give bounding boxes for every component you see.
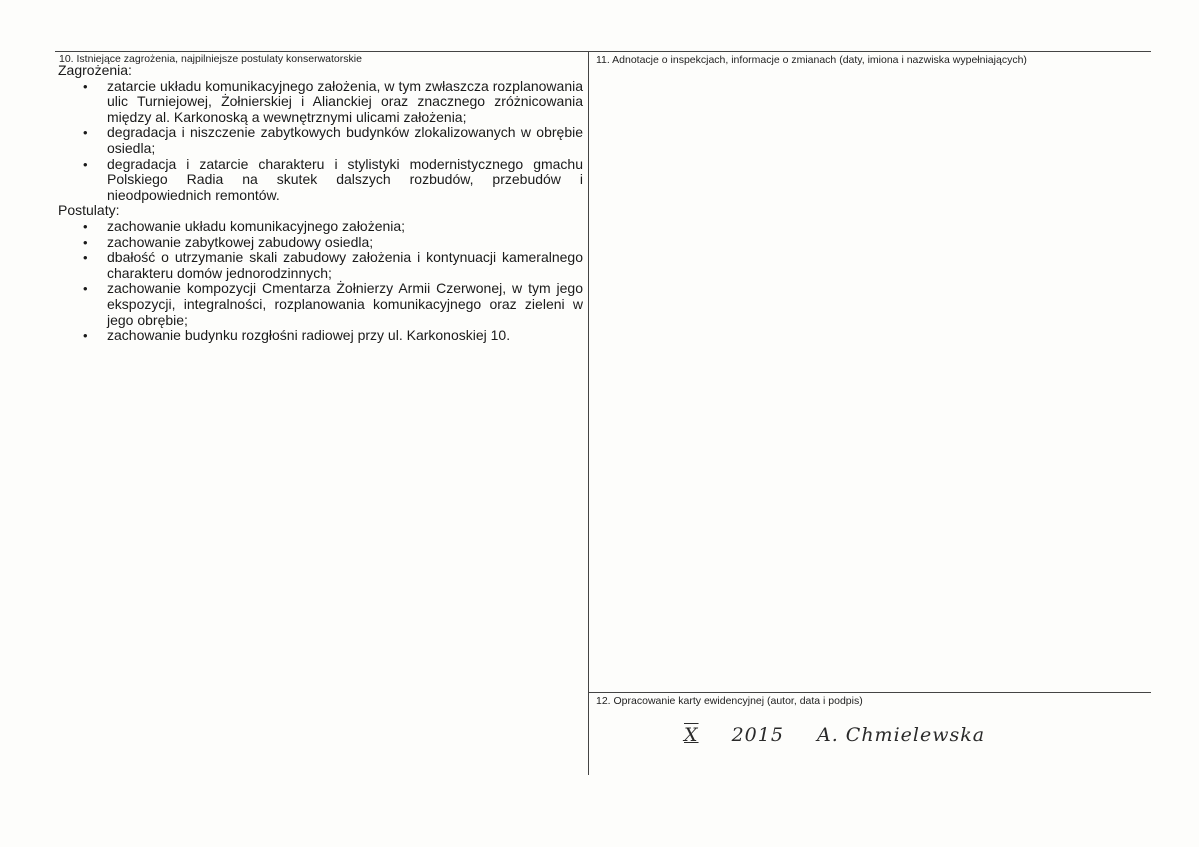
postulates-list xyxy=(58,219,583,344)
column-divider xyxy=(588,51,589,775)
section-10-caption: 10. Istniejące zagrożenia, najpilniejsze postulaty konserwatorskie xyxy=(59,53,362,65)
list-item: • zachowanie układu komunikacyjnego założenia; xyxy=(58,219,583,235)
section-12-rule xyxy=(588,692,1151,693)
top-rule xyxy=(55,51,1151,52)
list-item: • degradacja i zatarcie charakteru i stylistyki modernistycznego gmachu Polskiego Radia na skutek dalszych rozbudów, przebudów i nieodpowiednich remontów. xyxy=(58,157,583,204)
threats-list xyxy=(58,79,583,204)
list-item: • dbałość o utrzymanie skali zabudowy założenia i kontynuacji kameralnego charakteru domów jednorodzinnych; xyxy=(58,250,583,281)
list-item: • zachowanie zabytkowej zabudowy osiedla; xyxy=(58,235,583,251)
section-12-caption: 12. Opracowanie karty ewidencyjnej (autor, data i podpis) xyxy=(596,695,863,707)
threats-heading: Zagrożenia: xyxy=(58,62,132,78)
section-10-content xyxy=(58,63,583,344)
list-item: • degradacja i niszczenie zabytkowych budynków zlokalizowanych w obrębie osiedla; xyxy=(58,125,583,156)
postulates-heading: Postulaty: xyxy=(58,202,120,219)
handwritten-year: 2015 xyxy=(731,724,784,746)
handwritten-signature-block xyxy=(684,724,1011,746)
list-item: • zatarcie układu komunikacyjnego założenia, w tym zwłaszcza rozplanowania ulic Turniejowej, Żołnierskiej i Alianckiej oraz znacznego zróżnicowania między al. Karkonoską a wewnętrznymi ulicami założenia; xyxy=(58,79,583,126)
list-item: • zachowanie kompozycji Cmentarza Żołnierzy Armii Czerwonej, w tym jego ekspozycji, integralności, rozplanowania komunikacyjnego oraz zieleni w jego obrębie; xyxy=(58,281,583,328)
signature: A. Chmielewska xyxy=(816,724,986,746)
list-item: • zachowanie budynku rozgłośni radiowej przy ul. Karkonoskiej 10. xyxy=(58,328,583,344)
section-11-caption: 11. Adnotacje o inspekcjach, informacje o zmianach (daty, imiona i nazwiska wypełniających) xyxy=(596,54,1027,66)
handwritten-month: X xyxy=(684,724,699,746)
